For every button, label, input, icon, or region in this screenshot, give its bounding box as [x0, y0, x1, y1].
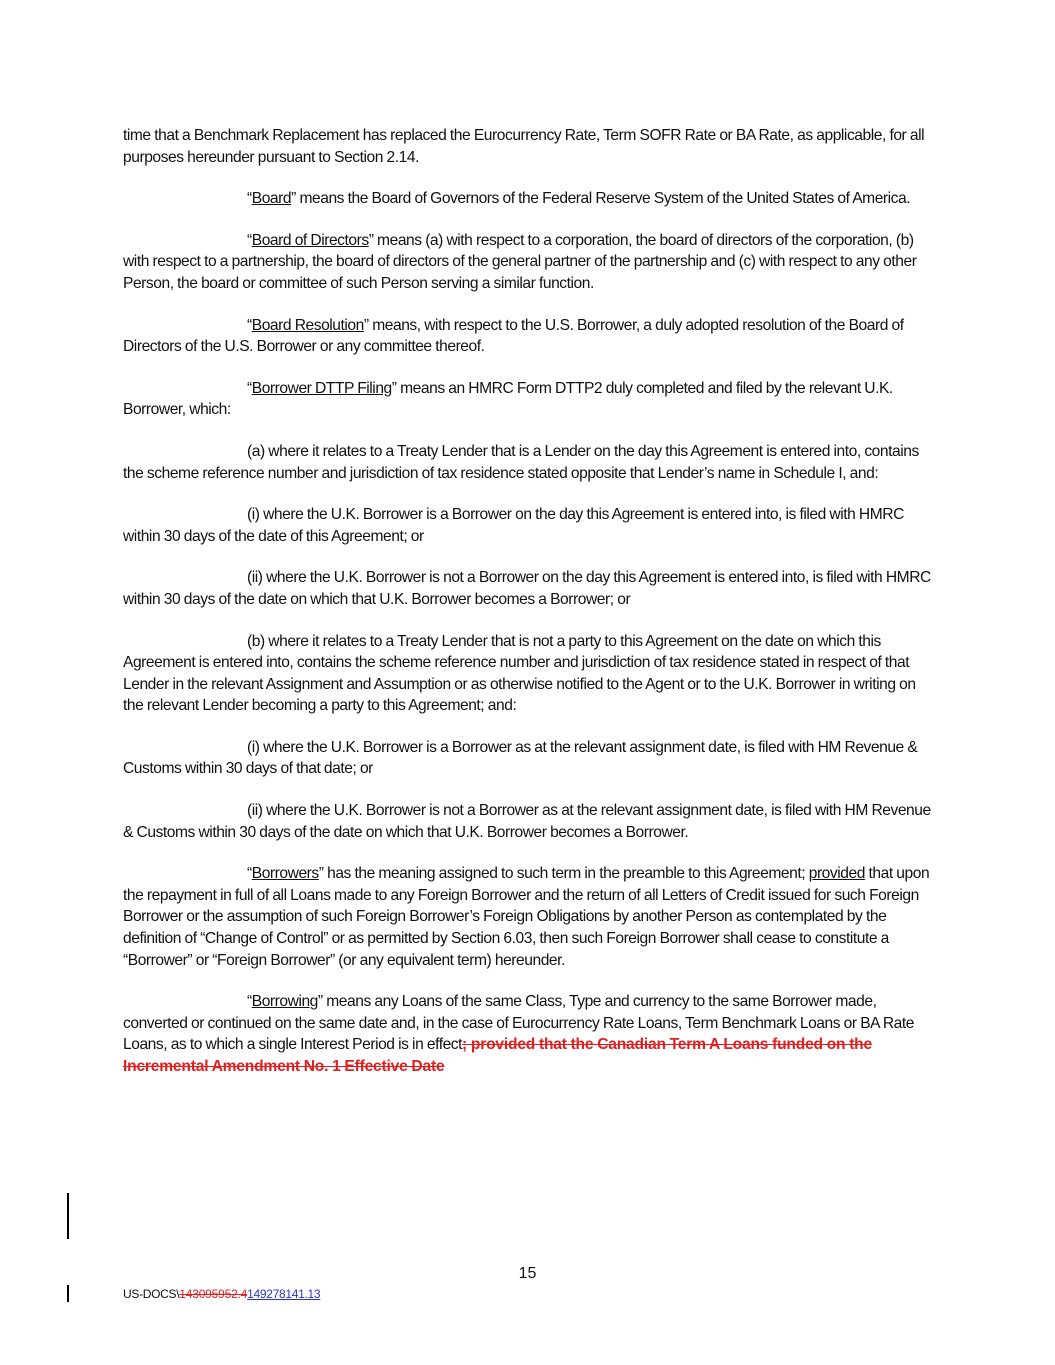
deleted-text: ; provided that the Canadian Term A Loans funded on the Incremental Amendment No. 1 Effective Date [123, 1036, 872, 1075]
definition-borrowers-text-2: that upon the repayment in full of all Loans made to any Foreign Borrower and the return of all Letters of Credit issued for such Foreign Borrower or the assumption of such Foreign Borrower’s Foreign Obligations by another Person as contemplated by the definition of “Change of Control” or as permitted by Section 6.03, then such Foreign Borrower shall cease to constitute a “Borrower” or “Foreign Borrower” (or any equivalent term) hereunder. [123, 865, 930, 969]
term-borrowers: Borrowers [251, 865, 319, 883]
definition-borrower-dttp-filing: “Borrower DTTP Filing” means an HMRC Form DTTP2 duly completed and filed by the relevant U.K. Borrower, which: [123, 379, 893, 419]
definition-borrowing: “Borrowing” means any Loans of the same Class, Type and currency to the same Borrower made, converted or continued on the same date and, in the case of Eurocurrency Rate Loans, Term Benchmark Loans or BA Rate Loans, as to which a single Interest Period is in effect; provided that the Canadian Term A Loans funded on the Incremental Amendment No. 1 Effective Date [123, 993, 914, 1075]
page-number: 15 [518, 1265, 537, 1282]
clause-a-i [123, 504, 931, 547]
definition-board-resolution: “Board Resolution” means, with respect to the U.S. Borrower, a duly adopted resolution of the Board of Directors of the U.S. Borrower or any committee thereof. [123, 316, 904, 356]
clause-a-ii [123, 567, 931, 610]
definition-board: “Board” means the Board of Governors of the Federal Reserve System of the United States of America. [247, 190, 911, 208]
intro-text: time that a Benchmark Replacement has replaced the Eurocurrency Rate, Term SOFR Rate or BA Rate, as applicable, for all purposes hereunder pursuant to Section 2.14. [123, 127, 925, 166]
definition-board-resolution-text: means, with respect to the U.S. Borrower, a duly adopted resolution of the Board of Directors of the U.S. Borrower or any committee thereof. [123, 316, 904, 356]
clause-b-i-text: (i) where the U.K. Borrower is a Borrower as at the relevant assignment date, is filed with HM Revenue & Customs within 30 days of that date; or [123, 738, 918, 778]
term-borrowing: Borrowing [251, 993, 318, 1011]
clause-b-i [123, 737, 931, 780]
clause-b-ii [123, 800, 931, 843]
term-board: Board [251, 190, 292, 208]
clause-b [123, 631, 931, 717]
clause-a-ii-text: (ii) where the U.K. Borrower is not a Borrower on the day this Agreement is entered into, is filed with HMRC within 30 days of the date on which that U.K. Borrower becomes a Borrower; or [123, 569, 931, 608]
definition-board-text: means the Board of Governors of the Federal Reserve System of the United States of America. [295, 190, 911, 208]
clause-b-text: (b) where it relates to a Treaty Lender that is not a party to this Agreement on the date on which this Agreement is entered into, contains the scheme reference number and jurisdiction of tax residence stated in respect of that Lender in the relevant Assignment and Assumption or as otherwise notified to the Agent or to the U.K. Borrower in writing on the relevant Lender becoming a party to this Agreement; and: [123, 632, 916, 715]
intro-paragraph [123, 125, 931, 168]
clause-a-i-text: (i) where the U.K. Borrower is a Borrower on the day this Agreement is entered into, is filed with HMRC within 30 days of the date of this Agreement; or [123, 506, 904, 545]
clause-b-ii-text: (ii) where the U.K. Borrower is not a Borrower as at the relevant assignment date, is filed with HM Revenue & Customs within 30 days of the date on which that U.K. Borrower becomes a Borrower. [123, 802, 931, 841]
term-borrower-dttp-filing: Borrower DTTP Filing [251, 379, 392, 397]
footer-deleted-id: 143095952.4 [179, 1287, 248, 1301]
definition-borrower-dttp-filing-text: means an HMRC Form DTTP2 duly completed and filed by the relevant U.K. Borrower, which: [123, 379, 893, 419]
definition-board-of-directors: “Board of Directors” means (a) with respect to a corporation, the board of directors of the corporation, (b) with respect to a partnership, the board of directors of the general partner of the partnership and (c) with respect to any other Person, the board or committee of such Person serving a similar function. [123, 231, 917, 292]
definition-borrowing-text: means any Loans of the same Class, Type and currency to the same Borrower made, converted or continued on the same date and, in the case of Eurocurrency Rate Loans, Term Benchmark Loans or BA Rate Loans, as to which a single Interest Period is in effect [123, 993, 914, 1054]
term-board-resolution: Board Resolution [251, 316, 364, 334]
clause-a-text: (a) where it relates to a Treaty Lender that is a Lender on the day this Agreement is entered into, contains the scheme reference number and jurisdiction of tax residence stated opposite that Lender’s name in Schedule I, and: [123, 442, 919, 482]
provided-proviso: provided [808, 865, 865, 883]
definition-borrowers-text-1: has the meaning assigned to such term in the preamble to this Agreement; [323, 865, 809, 883]
revision-bar-footer [67, 1285, 69, 1302]
footer-doc-id [123, 1287, 320, 1301]
footer-prefix: US-DOCS\ [123, 1287, 180, 1301]
clause-a [123, 441, 931, 484]
term-board-of-directors: Board of Directors [251, 231, 369, 249]
definition-borrowers: “Borrowers” has the meaning assigned to such term in the preamble to this Agreement; provided that upon the repayment in full of all Loans made to any Foreign Borrower and the return of all Letters of Credit issued for such Foreign Borrower or the assumption of such Foreign Borrower’s Foreign Obligations by another Person as contemplated by the definition of “Change of Control” or as permitted by Section 6.03, then such Foreign Borrower shall cease to constitute a “Borrower” or “Foreign Borrower” (or any equivalent term) hereunder. [123, 865, 930, 969]
document-body [123, 125, 931, 1098]
footer-inserted-id: 149278141.13 [247, 1287, 321, 1301]
revision-bar [67, 1193, 69, 1239]
definition-board-of-directors-text: means (a) with respect to a corporation, the board of directors of the corporation, (b) with respect to a partnership, the board of directors of the general partner of the partnership and (c) with respect to any other Person, the board or committee of such Person serving a similar function. [123, 231, 917, 292]
